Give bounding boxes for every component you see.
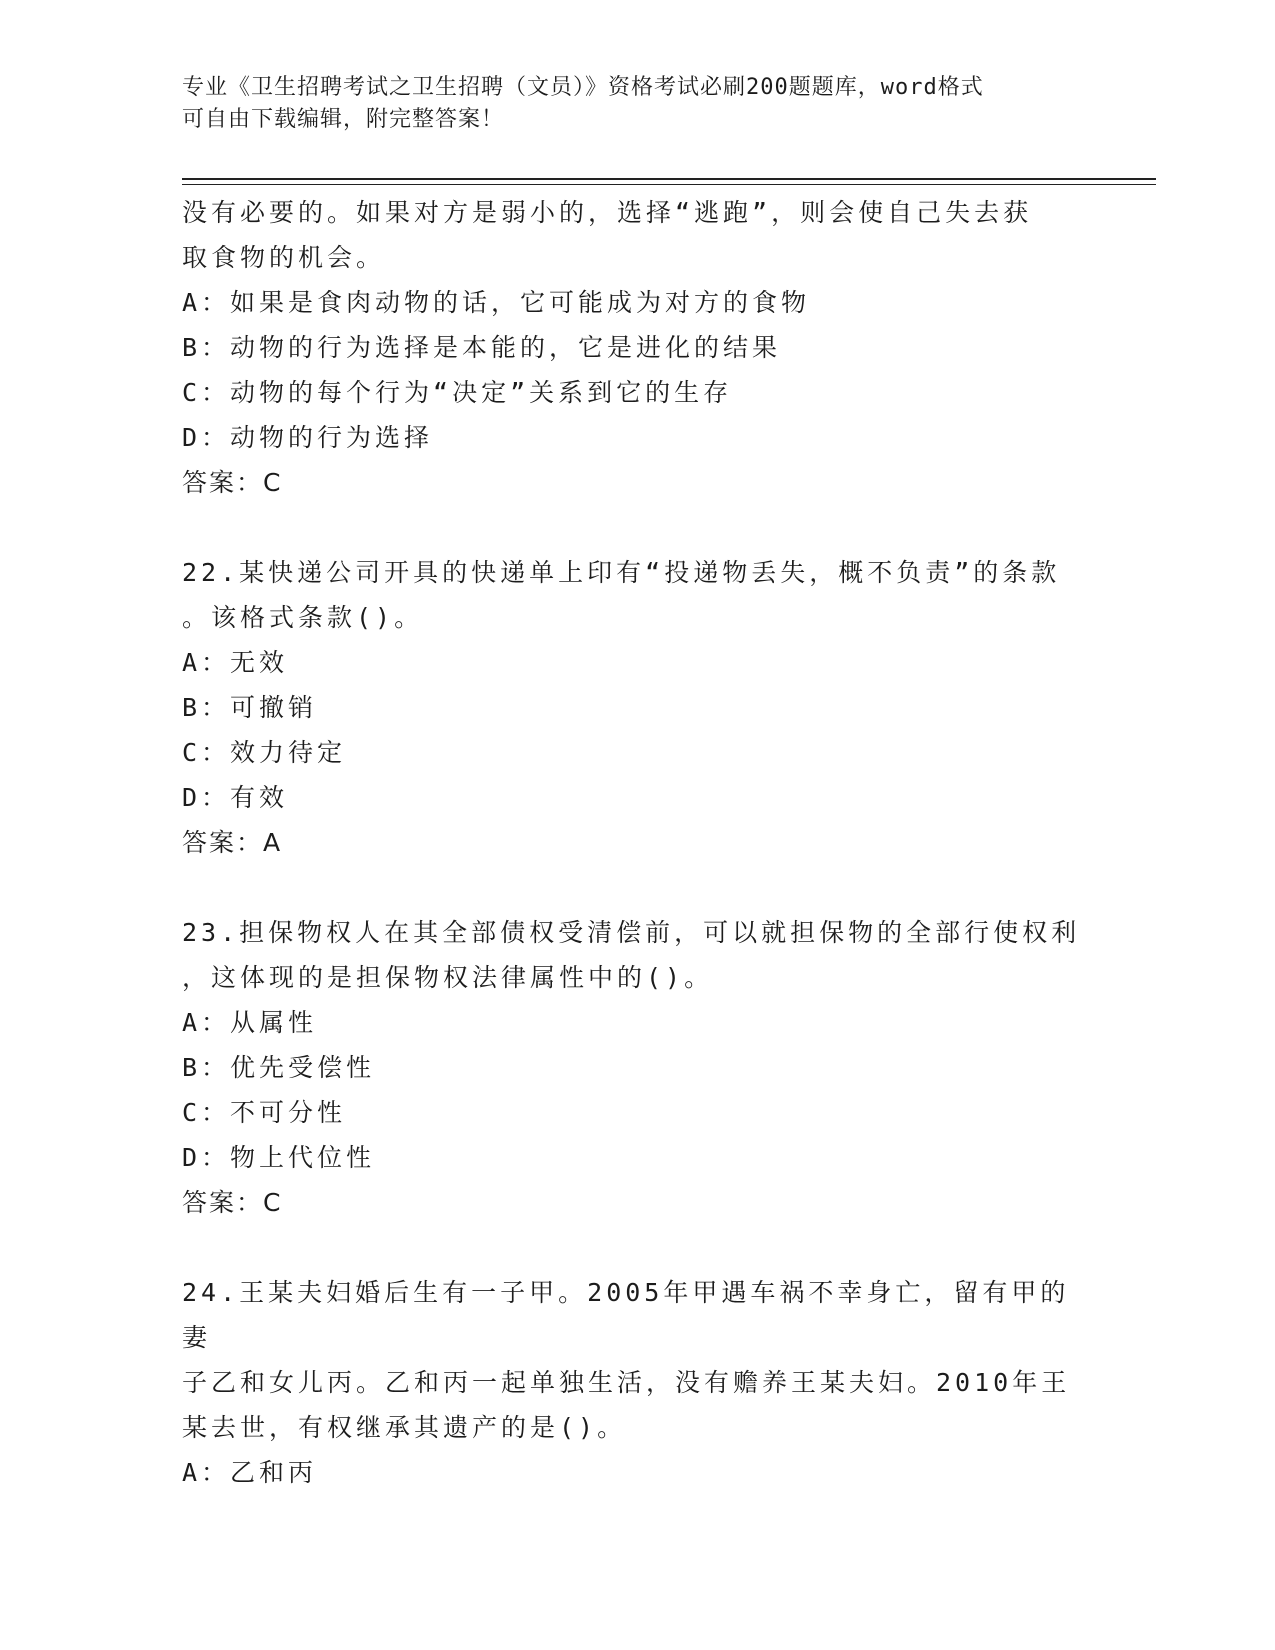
question-22 [182, 550, 1082, 865]
question-text-line: 取食物的机会。 [182, 243, 386, 272]
option-d: D：物上代位性 [182, 1143, 376, 1172]
option-d: D：有效 [182, 783, 289, 812]
question-text-line: 没有必要的。如果对方是弱小的，选择“逃跑”，则会使自己失去获 [182, 198, 1033, 227]
option-c: C：动物的每个行为“决定”关系到它的生存 [182, 378, 733, 407]
option-b: B：动物的行为选择是本能的，它是进化的结果 [182, 333, 782, 362]
question-text-line: 22.某快递公司开具的快递单上印有“投递物丢失，概不负责”的条款 [182, 558, 1061, 587]
answer: 答案：A [182, 828, 283, 857]
question-text-line: 子乙和女儿丙。乙和丙一起单独生活，没有赡养王某夫妇。2010年王 [182, 1368, 1071, 1397]
question-24 [182, 1270, 1082, 1495]
question-23 [182, 910, 1082, 1225]
option-b: B：优先受偿性 [182, 1053, 376, 1082]
option-a: A：从属性 [182, 1008, 318, 1037]
question-text-line: ，这体现的是担保物权法律属性中的()。 [182, 963, 714, 992]
header-line-1: 专业《卫生招聘考试之卫生招聘（文员）》资格考试必刷200题题库，word格式 [182, 75, 984, 100]
option-a: A：无效 [182, 648, 289, 677]
question-content [182, 190, 1082, 1495]
option-a: A：乙和丙 [182, 1458, 318, 1487]
question-text-line: 。该格式条款()。 [182, 603, 424, 632]
option-c: C：不可分性 [182, 1098, 347, 1127]
answer: 答案：C [182, 1188, 283, 1217]
option-c: C：效力待定 [182, 738, 347, 767]
header-line-2: 可自由下载编辑，附完整答案！ [182, 107, 505, 132]
header-rule-thick [182, 178, 1156, 180]
answer: 答案：C [182, 468, 283, 497]
question-text-line: 23.担保物权人在其全部债权受清偿前，可以就担保物的全部行使权利 [182, 918, 1081, 947]
header-rule-thin [182, 184, 1156, 185]
document-header [182, 72, 1062, 136]
question-21-continued [182, 190, 1082, 505]
question-text-line: 某去世，有权继承其遗产的是()。 [182, 1413, 627, 1442]
option-b: B：可撤销 [182, 693, 318, 722]
option-d: D：动物的行为选择 [182, 423, 434, 452]
option-a: A：如果是食肉动物的话，它可能成为对方的食物 [182, 288, 811, 317]
question-text-line: 24.王某夫妇婚后生有一子甲。2005年甲遇车祸不幸身亡，留有甲的妻 [182, 1278, 1070, 1352]
